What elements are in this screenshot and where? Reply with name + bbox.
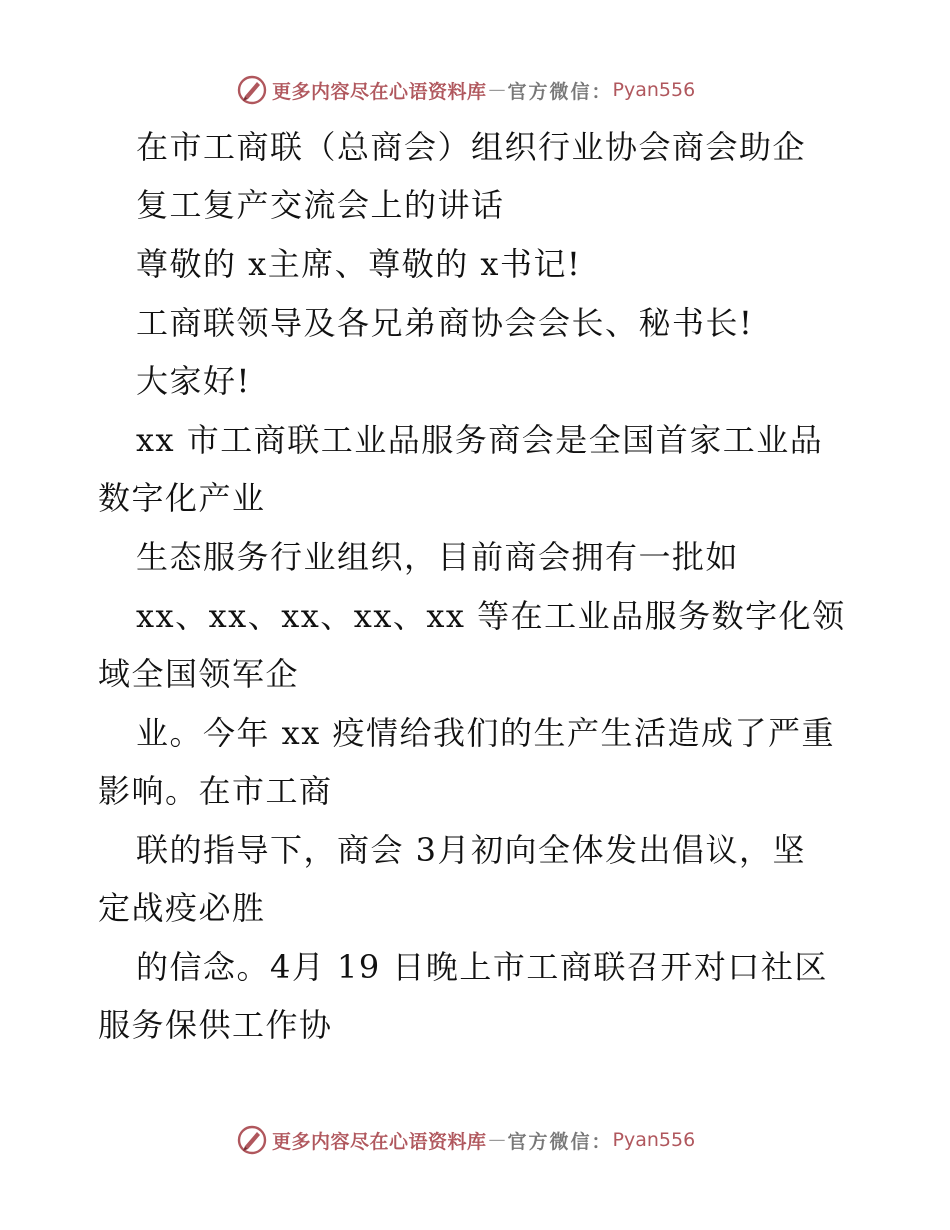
watermark-text: 更多内容尽在心语资料库 xyxy=(272,1130,487,1153)
paragraph-line: 业。今年 xx 疫情给我们的生产生活造成了严重 xyxy=(136,714,835,752)
salutation-line: 工商联领导及各兄弟商协会会长、秘书长! xyxy=(136,304,754,342)
paragraph-line: xx、xx、xx、xx、xx 等在工业品服务数字化领 xyxy=(136,597,846,635)
watermark-id: Pyan556 xyxy=(612,79,696,101)
footer-watermark xyxy=(236,1122,695,1158)
document-title-line-2: 复工复产交流会上的讲话 xyxy=(136,186,505,224)
paragraph-line: 影响。在市工商 xyxy=(98,772,333,810)
salutation-line: 尊敬的 x主席、尊敬的 x书记! xyxy=(136,245,582,283)
paragraph-line: xx 市工商联工业品服务商会是全国首家工业品 xyxy=(136,421,824,459)
watermark-id: Pyan556 xyxy=(612,1129,696,1151)
paragraph-line: 联的指导下，商会 3月初向全体发出倡议，坚 xyxy=(136,831,807,869)
watermark-text: 更多内容尽在心语资料库 xyxy=(272,80,487,103)
document-title-line-1: 在市工商联（总商会）组织行业协会商会助企 xyxy=(136,128,807,166)
watermark-dash: — xyxy=(488,1130,506,1150)
watermark-official: 官方微信： xyxy=(507,80,613,103)
pen-logo-icon xyxy=(236,1124,268,1156)
paragraph-line: 数字化产业 xyxy=(98,479,266,517)
paragraph-line: 的信念。4月 19 日晚上市工商联召开对口社区 xyxy=(136,948,828,986)
pen-logo-icon xyxy=(236,74,268,106)
paragraph-line: 服务保供工作协 xyxy=(98,1006,333,1044)
paragraph-line: 域全国领军企 xyxy=(98,655,300,693)
header-watermark xyxy=(236,72,695,108)
greeting-line: 大家好! xyxy=(136,362,251,400)
watermark-dash: — xyxy=(488,80,506,100)
paragraph-line: 定战疫必胜 xyxy=(98,889,266,927)
paragraph-line: 生态服务行业组织，目前商会拥有一批如 xyxy=(136,538,740,576)
watermark-official: 官方微信： xyxy=(507,1130,613,1153)
